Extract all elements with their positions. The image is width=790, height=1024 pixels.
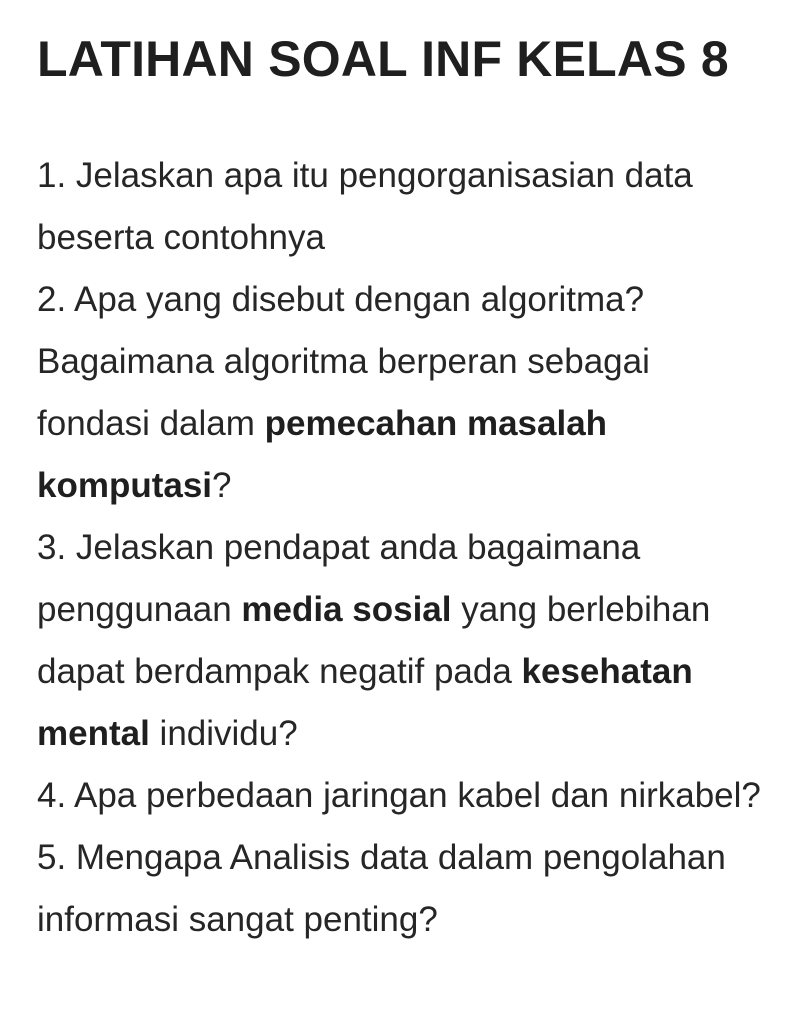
question-text: ? <box>212 466 232 505</box>
question-item <box>37 269 770 517</box>
question-text: yang berlebihan dapat berdampak negatif pada <box>37 590 711 691</box>
document-title: LATIHAN SOAL INF KELAS 8 <box>37 31 729 87</box>
question-bold-text: pemecahan masalah komputasi <box>37 404 608 505</box>
question-bold-text: kesehatan mental <box>37 652 693 753</box>
question-text: individu? <box>149 714 298 753</box>
question-text: 4. Apa perbedaan jaringan kabel dan nirkabel? <box>37 776 761 815</box>
question-list <box>37 145 770 951</box>
question-item <box>37 517 770 765</box>
question-item <box>37 827 770 951</box>
question-item <box>37 765 770 827</box>
question-text: 5. Mengapa Analisis data dalam pengolahan informasi sangat penting? <box>37 838 726 939</box>
question-text: 1. Jelaskan apa itu pengorganisasian data beserta contohnya <box>37 156 693 257</box>
question-text: 3. Jelaskan pendapat anda bagaimana penggunaan <box>37 528 641 629</box>
question-item <box>37 145 770 269</box>
question-text: 2. Apa yang disebut dengan algoritma? Bagaimana algoritma berperan sebagai fondasi dalam <box>37 280 650 443</box>
question-bold-text: media sosial <box>241 590 452 629</box>
